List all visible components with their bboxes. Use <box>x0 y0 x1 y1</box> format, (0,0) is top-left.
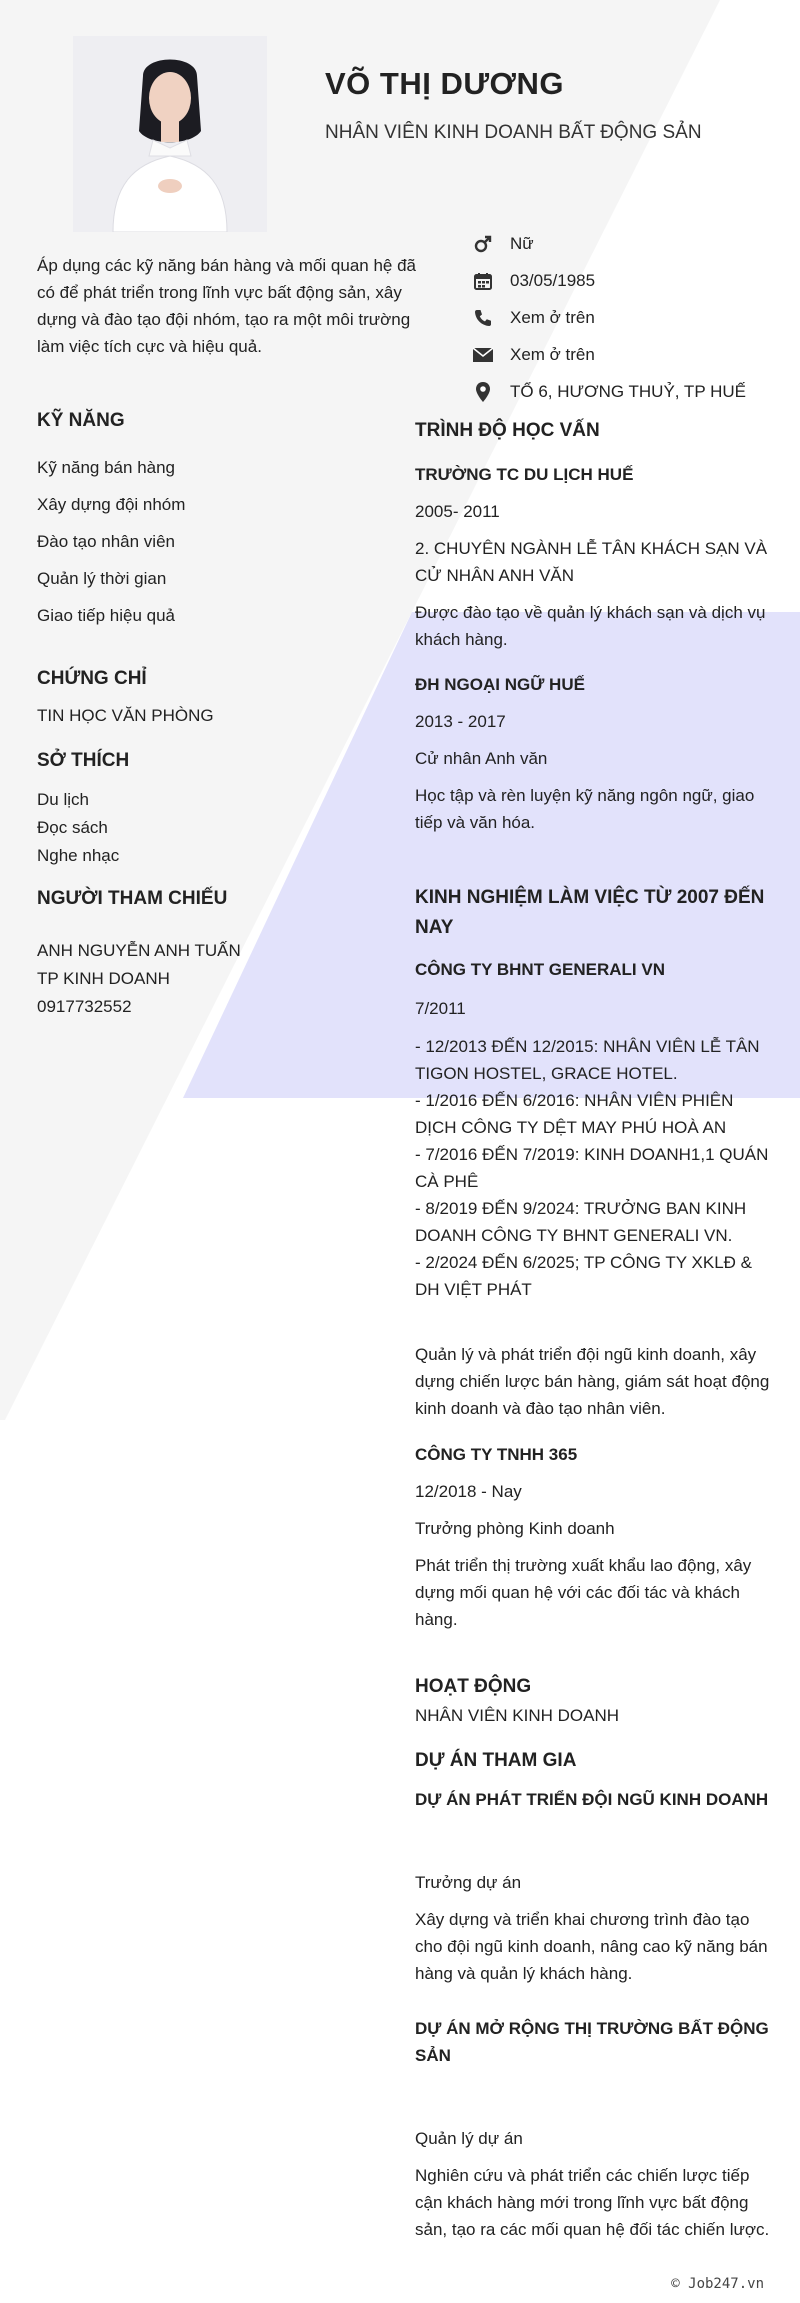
gender-value: Nữ <box>510 233 534 253</box>
project-role: Trưởng dự án <box>415 1873 522 1892</box>
project-description: Nghiên cứu và phát triển các chiến lược tiếp cận khách hàng mới trong lĩnh vực bất động sản, tạo ra các mối quan hệ đối tác chiến lược. <box>415 2166 770 2239</box>
references-list <box>37 937 241 1021</box>
contact-email <box>470 336 746 373</box>
activities-heading: HOẠT ĐỘNG <box>415 1676 532 1697</box>
activities-section <box>415 1672 770 1729</box>
contact-gender <box>470 225 746 262</box>
education-period: 2005- 2011 <box>415 502 500 521</box>
experience-role: - 8/2019 ĐẾN 9/2024: TRƯỞNG BAN KINH DOANH CÔNG TY BHNT GENERALI VN. <box>415 1199 747 1245</box>
contact-dob <box>470 262 746 299</box>
contact-info <box>470 225 746 410</box>
email-value: Xem ở trên <box>510 344 595 364</box>
experience-period: 12/2018 - Nay <box>415 1482 522 1501</box>
candidate-name: VÕ THỊ DƯƠNG <box>325 66 564 101</box>
experience-section <box>415 883 770 1633</box>
career-summary: Áp dụng các kỹ năng bán hàng và mối quan hệ đã có để phát triển trong lĩnh vực bất động sản, xây dựng và đào tạo đội nhóm, tạo ra một môi trường làm việc tích cực và hiệu quả. <box>37 256 417 356</box>
activities-text: NHÂN VIÊN KINH DOANH <box>415 1706 620 1725</box>
hobby-item: Đọc sách <box>37 818 108 837</box>
experience-role: - 2/2024 ĐẾN 6/2025; TP CÔNG TY XKLĐ & DH VIỆT PHÁT <box>415 1253 753 1299</box>
calendar-icon <box>470 270 496 292</box>
location-icon <box>470 381 496 403</box>
experience-role: - 1/2016 ĐẾN 6/2016: NHÂN VIÊN PHIÊN DỊCH CÔNG TY DỆT MAY PHÚ HOÀ AN <box>415 1091 734 1137</box>
education-school: TRƯỜNG TC DU LỊCH HUẾ <box>415 465 634 484</box>
skills-heading: KỸ NĂNG <box>37 410 125 431</box>
experience-company: CÔNG TY TNHH 365 <box>415 1445 578 1464</box>
phone-icon <box>470 307 496 329</box>
experience-company: CÔNG TY BHNT GENERALI VN <box>415 960 665 979</box>
education-heading: TRÌNH ĐỘ HỌC VẤN <box>415 420 600 441</box>
education-period: 2013 - 2017 <box>415 712 506 731</box>
experience-position: Trưởng phòng Kinh doanh <box>415 1519 615 1538</box>
project-description: Xây dựng và triển khai chương trình đào tạo cho đội ngũ kinh doanh, nâng cao kỹ năng bán hàng và quản lý khách hàng. <box>415 1910 768 1983</box>
job-title: NHÂN VIÊN KINH DOANH BẤT ĐỘNG SẢN <box>325 122 702 143</box>
phone-value: Xem ở trên <box>510 307 595 327</box>
project-name: DỰ ÁN PHÁT TRIỂN ĐỘI NGŨ KINH DOANH <box>415 1790 769 1809</box>
contact-phone <box>470 299 746 336</box>
certificate-item: TIN HỌC VĂN PHÒNG <box>37 706 214 725</box>
reference-line: ANH NGUYỄN ANH TUẤN <box>37 941 241 960</box>
education-major: Cử nhân Anh văn <box>415 749 548 768</box>
project-name: DỰ ÁN MỞ RỘNG THỊ TRƯỜNG BẤT ĐỘNG SẢN <box>415 2019 769 2065</box>
education-section <box>415 416 770 836</box>
hobbies-list <box>37 786 119 870</box>
skills-list <box>37 449 185 634</box>
hobby-item: Nghe nhạc <box>37 846 120 865</box>
address-value: TỔ 6, HƯƠNG THUỶ, TP HUẾ <box>510 381 746 401</box>
email-icon <box>470 344 496 366</box>
projects-section <box>415 1746 770 2243</box>
certificates-heading: CHỨNG CHỈ <box>37 668 147 689</box>
skill-item: Xây dựng đội nhóm <box>37 495 186 514</box>
skill-item: Giao tiếp hiệu quả <box>37 606 175 625</box>
gender-icon <box>470 233 496 255</box>
profile-photo <box>73 36 267 232</box>
references-heading: NGƯỜI THAM CHIẾU <box>37 888 228 909</box>
footer-credit: © Job247.vn <box>671 2276 764 2292</box>
education-description: Được đào tạo về quản lý khách sạn và dịch vụ khách hàng. <box>415 603 766 649</box>
reference-line: 0917732552 <box>37 997 132 1016</box>
experience-role: - 12/2013 ĐẾN 12/2015: NHÂN VIÊN LỄ TÂN TIGON HOSTEL, GRACE HOTEL. <box>415 1037 760 1083</box>
hobby-item: Du lịch <box>37 790 89 809</box>
experience-heading: KINH NGHIỆM LÀM VIỆC TỪ 2007 ĐẾN NAY <box>415 887 765 938</box>
skill-item: Quản lý thời gian <box>37 569 167 588</box>
experience-description: Quản lý và phát triển đội ngũ kinh doanh, xây dựng chiến lược bán hàng, giám sát hoạt động kinh doanh và đào tạo nhân viên. <box>415 1345 770 1418</box>
projects-heading: DỰ ÁN THAM GIA <box>415 1750 577 1771</box>
contact-address <box>470 373 746 410</box>
project-role: Quản lý dự án <box>415 2129 523 2148</box>
reference-line: TP KINH DOANH <box>37 969 170 988</box>
experience-description: Phát triển thị trường xuất khẩu lao động, xây dựng mối quan hệ với các đối tác và khách hàng. <box>415 1556 752 1629</box>
skill-item: Kỹ năng bán hàng <box>37 458 176 477</box>
education-description: Học tập và rèn luyện kỹ năng ngôn ngữ, giao tiếp và văn hóa. <box>415 786 755 832</box>
experience-role: - 7/2016 ĐẾN 7/2019: KINH DOANH1,1 QUÁN CÀ PHÊ <box>415 1145 769 1191</box>
education-major: 2. CHUYÊN NGÀNH LỄ TÂN KHÁCH SẠN VÀ CỬ NHÂN ANH VĂN <box>415 539 768 585</box>
certificates-list <box>37 702 214 730</box>
dob-value: 03/05/1985 <box>510 270 596 290</box>
skill-item: Đào tạo nhân viên <box>37 532 175 551</box>
education-school: ĐH NGOẠI NGỮ HUẾ <box>415 675 585 694</box>
hobbies-heading: SỞ THÍCH <box>37 750 130 771</box>
experience-period: 7/2011 <box>415 999 466 1018</box>
